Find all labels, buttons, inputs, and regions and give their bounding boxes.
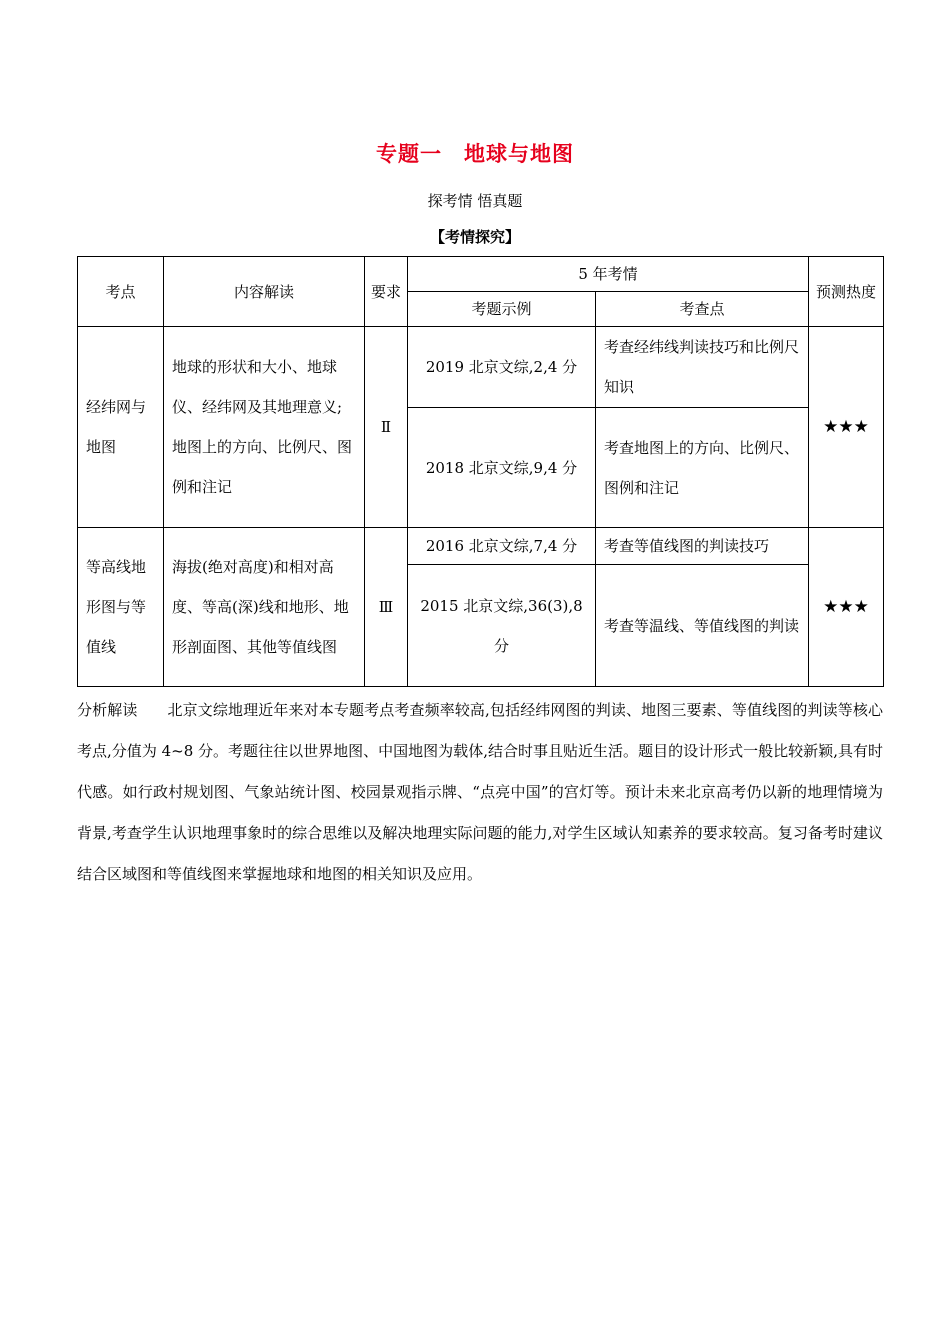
row1-content: 地球的形状和大小、地球仪、经纬网及其地理意义; 地图上的方向、比例尺、图例和注记 [164, 327, 365, 528]
analysis-label: 分析解读 [77, 701, 138, 719]
row1-example-1: 2019 北京文综,2,4 分 [408, 327, 596, 408]
row2-example-2: 2015 北京文综,36(3),8 分 [408, 565, 596, 687]
row2-topic: 等高线地形图与等值线 [78, 528, 164, 687]
page-title: 专题一 地球与地图 [376, 141, 574, 166]
row1-requirement: Ⅱ [365, 327, 408, 528]
row1-topic: 经纬网与地图 [78, 327, 164, 528]
header-content: 内容解读 [164, 257, 365, 327]
header-example: 考题示例 [408, 292, 596, 327]
row2-focus-2: 考查等温线、等值线图的判读 [596, 565, 809, 687]
row1-focus-2: 考查地图上的方向、比例尺、图例和注记 [596, 408, 809, 528]
header-five-year: 5 年考情 [408, 257, 809, 292]
row2-content: 海拔(绝对高度)和相对高度、等高(深)线和地形、地形剖面图、其他等值线图 [164, 528, 365, 687]
row2-focus-1: 考查等值线图的判读技巧 [596, 528, 809, 565]
section-heading: 【考情探究】 [429, 228, 520, 246]
header-focus: 考查点 [596, 292, 809, 327]
header-requirement: 要求 [365, 257, 408, 327]
row1-heat: ★★★ [809, 327, 884, 528]
header-heat: 预测热度 [809, 257, 884, 327]
row1-example-2: 2018 北京文综,9,4 分 [408, 408, 596, 528]
exam-analysis-table [77, 256, 884, 687]
analysis-paragraph [77, 690, 883, 895]
row2-requirement: Ⅲ [365, 528, 408, 687]
subtitle: 探考情 悟真题 [427, 192, 523, 210]
header-topic: 考点 [78, 257, 164, 327]
row2-heat: ★★★ [809, 528, 884, 687]
row1-focus-1: 考查经纬线判读技巧和比例尺知识 [596, 327, 809, 408]
row2-example-1: 2016 北京文综,7,4 分 [408, 528, 596, 565]
analysis-text: 北京文综地理近年来对本专题考点考查频率较高,包括经纬网图的判读、地图三要素、等值线图的判读等核心考点,分值为 4~8 分。考题往往以世界地图、中国地图为载体,结合时事且贴近生活。题目的设计形式一般比较新颖,具有时代感。如行政村规划图、气象站统计图、校园景观指示牌、“点亮中国”的宫灯等。预计未来北京高考仍以新的地理情境为背景,考查学生认识地理事象时的综合思维以及解决地理实际问题的能力,对学生区域认知素养的要求较高。复习备考时建议结合区域图和等值线图来掌握地球和地图的相关知识及应用。 [77, 701, 883, 883]
